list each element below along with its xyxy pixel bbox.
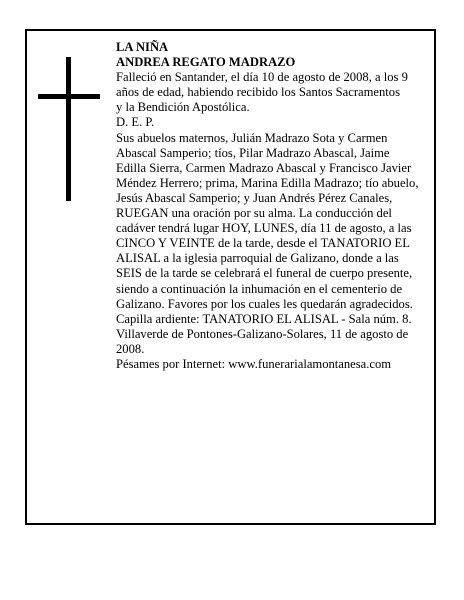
sacraments-line: y la Bendición Apostólica. [116,100,250,115]
place-date: Villaverde de Pontones-Galizano-Solares, 11 de agosto de 2008. [116,326,409,356]
cross-horizontal-bar [38,94,100,99]
obituary-notice [25,29,436,525]
death-details: Falleció en Santander, el día 10 de agosto de 2008, a los 9 años de edad, habiendo recibido los Santos Sacramentos [116,70,408,100]
dep-line: D. E. P. [116,115,155,130]
funeral-request: RUEGAN una oración por su alma. La conducción del cadáver tendrá lugar HOY, LUNES, día 11 de agosto, a las CINCO Y VEINTE de la tarde, desde el TANATORIO EL ALISAL a la iglesia parroquial de Galizano, donde a las SEIS de la tarde se celebrará el funeral de cuerpo presente, siendo a continuación la inhumación en el cementerio de Galizano. Favores por los cuales les quedarán agradecidos. [116,206,413,311]
family-list: Sus abuelos maternos, Julián Madrazo Sota y Carmen Abascal Samperio; tíos, Pilar Madrazo Abascal, Jaime Edilla Sierra, Carmen Madrazo Abascal y Francisco Javier Méndez Herrero; prima, Marina Edilla Madrazo; tío abuelo, Jesús Abascal Samperio; y Juan Andrés Pérez Canales, [116,130,419,205]
condolences-line: Pésames por Internet: www.funerarialamontanesa.com [116,356,392,371]
chapel-info: Capilla ardiente: TANATORIO EL ALISAL - Sala núm. 8. [116,311,412,326]
cross-vertical-bar [66,57,71,201]
notice-heading: LA NIÑA [116,40,169,54]
deceased-name: ANDREA REGATO MADRAZO [116,55,296,70]
notice-body [116,40,421,372]
cross-icon [38,57,100,201]
